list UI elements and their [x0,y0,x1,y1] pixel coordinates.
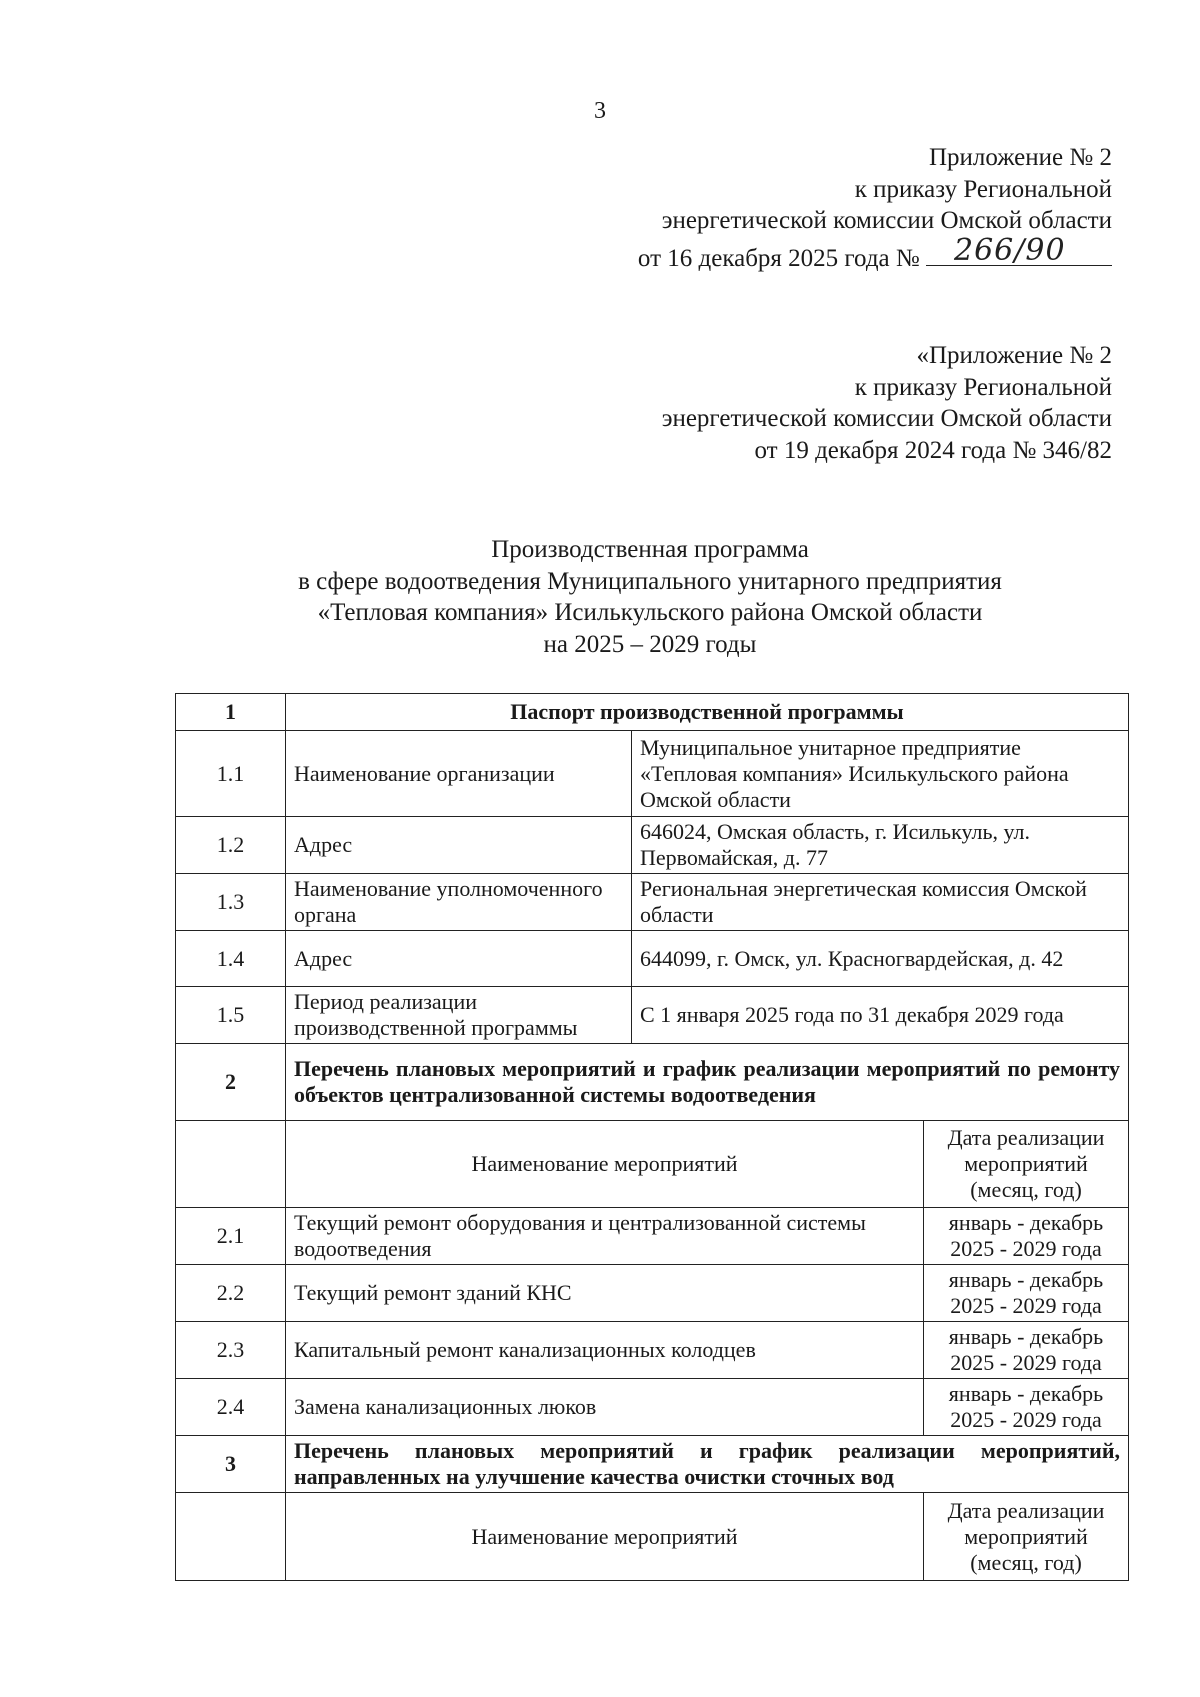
empty-cell [176,1121,286,1208]
section-1-header-row [176,694,1129,731]
appendix-line: «Приложение № 2 [916,342,1112,369]
column-header-row [176,1493,1129,1581]
section-title: Паспорт производственной программы [286,694,1129,731]
table-row [176,874,1129,931]
activity-name: Замена канализационных люков [286,1379,924,1436]
section-3-header-row [176,1436,1129,1493]
row-number: 2.1 [176,1208,286,1265]
production-program-table [175,693,1129,1581]
table-row [176,1265,1129,1322]
row-value: 644099, г. Омск, ул. Красногвардейская, д. 42 [632,931,1129,987]
title-line: Производственная программа [491,536,809,563]
handwritten-number: 266/90 [954,233,1066,268]
row-value: Муниципальное унитарное предприятие «Тепловая компания» Исилькульского района Омской области [632,731,1129,817]
section-title: Перечень плановых мероприятий и график реализации мероприятий, направленных на улучшение качества очистки сточных вод [286,1436,1129,1493]
activity-date: январь - декабрь 2025 - 2029 года [924,1379,1129,1436]
row-value: 646024, Омская область, г. Исилькуль, ул. Первомайская, д. 77 [632,817,1129,874]
row-label: Адрес [286,817,632,874]
column-header-name: Наименование мероприятий [286,1121,924,1208]
table-row [176,817,1129,874]
section-title: Перечень плановых мероприятий и график реализации мероприятий по ремонту объектов централизованной системы водоотведения [286,1044,1129,1121]
appendix-line: энергетической комиссии Омской области [661,405,1112,432]
row-value: Региональная энергетическая комиссия Омской области [632,874,1129,931]
row-label: Адрес [286,931,632,987]
row-label: Период реализации производственной программы [286,987,632,1044]
title-line: на 2025 – 2029 годы [543,630,757,658]
row-number: 1.3 [176,874,286,931]
column-header-name: Наименование мероприятий [286,1493,924,1581]
appendix-line: Приложение № 2 [928,144,1112,171]
row-value: С 1 января 2025 года по 31 декабря 2029 года [632,987,1129,1044]
table-row [176,987,1129,1044]
column-header-date: Дата реализации мероприятий (месяц, год) [924,1121,1129,1208]
appendix-header-previous [662,340,1112,466]
activity-name: Капитальный ремонт канализационных колодцев [286,1322,924,1379]
appendix-line: от 19 декабря 2024 года № 346/82 [754,436,1112,464]
appendix-date-prefix: от 16 декабря 2025 года № [637,244,920,272]
row-label: Наименование организации [286,731,632,817]
row-number: 2.2 [176,1265,286,1322]
table-row [176,731,1129,817]
activity-date: январь - декабрь 2025 - 2029 года [924,1208,1129,1265]
table-row [176,1208,1129,1265]
appendix-line: к приказу Региональной [854,373,1112,401]
row-label: Наименование уполномоченного органа [286,874,632,931]
title-line: в сфере водоотведения Муниципального унитарного предприятия [298,567,1002,595]
row-number: 1.2 [176,817,286,874]
activity-date: январь - декабрь 2025 - 2029 года [924,1322,1129,1379]
appendix-line: энергетической комиссии Омской области [661,207,1112,234]
section-2-header-row [176,1044,1129,1121]
activity-name: Текущий ремонт оборудования и централизованной системы водоотведения [286,1208,924,1265]
document-title [0,534,1200,660]
table-row [176,931,1129,987]
section-number: 2 [176,1044,286,1121]
appendix-date-line [637,233,1112,275]
row-number: 2.3 [176,1322,286,1379]
row-number: 1.1 [176,731,286,817]
row-number: 2.4 [176,1379,286,1436]
table-row [176,1322,1129,1379]
page-number: 3 [594,98,606,124]
appendix-header-current [638,142,1112,274]
section-number: 3 [176,1436,286,1493]
section-number: 1 [176,694,286,731]
row-number: 1.5 [176,987,286,1044]
table-row [176,1379,1129,1436]
row-number: 1.4 [176,931,286,987]
activity-name: Текущий ремонт зданий КНС [286,1265,924,1322]
appendix-line: к приказу Региональной [854,175,1112,203]
handwritten-number-field [926,233,1112,268]
column-header-row [176,1121,1129,1208]
empty-cell [176,1493,286,1581]
title-line: «Тепловая компания» Исилькульского района Омской области [317,599,983,626]
activity-date: январь - декабрь 2025 - 2029 года [924,1265,1129,1322]
column-header-date: Дата реализации мероприятий (месяц, год) [924,1493,1129,1581]
